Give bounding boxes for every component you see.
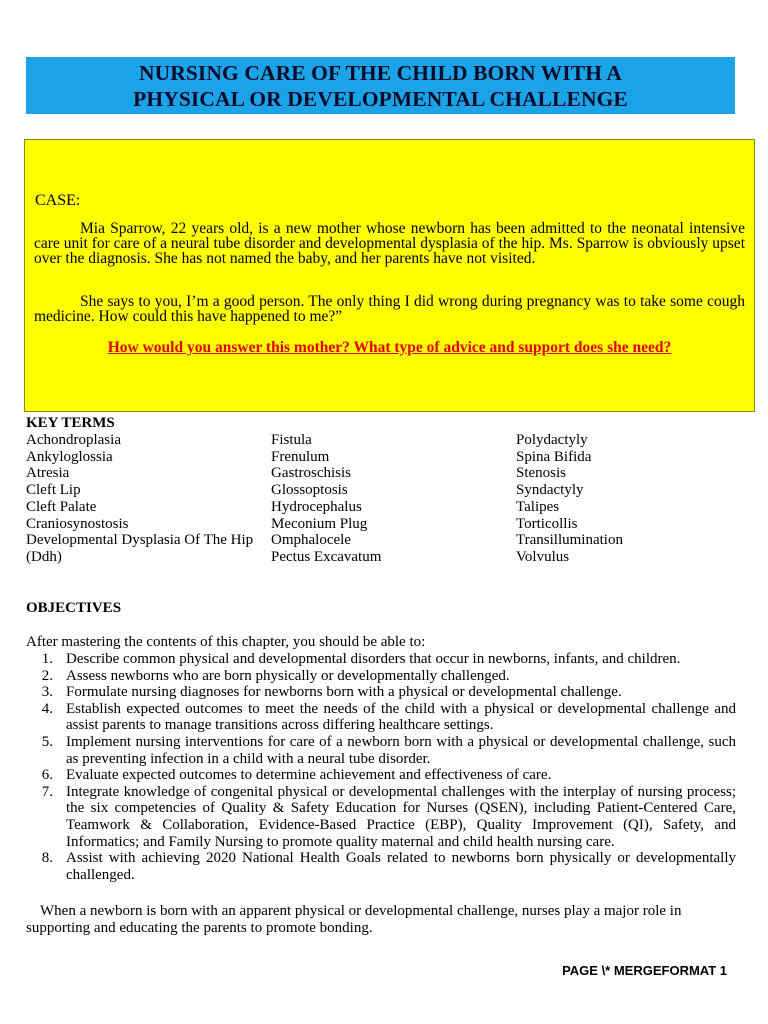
objectives-intro: After mastering the contents of this chapter, you should be able to: [26,634,426,650]
title-line-1: NURSING CARE OF THE CHILD BORN WITH A [139,60,622,85]
case-question: How would you answer this mother? What type of advice and support does she need? [107,339,672,356]
objective-number: 4. [41,700,53,717]
key-term: Pectus Excavatum [271,548,382,565]
objective-text: Integrate knowledge of congenital physical or developmental challenges with the interplay of nursing process; the six competencies of Quality & Safety Education for Nurses (QSEN), including Patient-Centered Care, Teamwork & Collaboration, Evidence-Based Practice (EBP), Quality Improvement (QI), Safety, and Informatics; and Family Nursing to promote quality maternal and child health nursing care. [66,783,736,850]
key-term: Cleft Lip [26,482,81,499]
case-study-box [24,139,755,412]
case-paragraph-1 [34,221,745,266]
objective-number: 6. [41,767,53,784]
case-label: CASE: [35,192,81,209]
key-term: Syndactyly [516,482,584,499]
objective-number: 3. [41,684,53,701]
key-term: Omphalocele [271,532,351,549]
key-term: Glossoptosis [271,482,348,499]
document-title [133,60,628,112]
key-term: Transillumination [516,532,623,549]
objective-item [26,701,736,734]
objective-number: 5. [41,733,53,750]
key-term: Gastroschisis [271,465,351,482]
key-term: Polydactyly [516,432,588,448]
key-term: Spina Bifida [516,448,592,465]
key-term: Volvulus [516,548,570,565]
objective-text: Establish expected outcomes to meet the needs of the child with a physical or developmental challenge and assist parents to manage transitions across differing healthcare settings. [66,700,736,734]
case-paragraph-2 [34,294,745,324]
key-terms-column-1 [26,432,256,566]
objective-text: Describe common physical and developmental disorders that occur in newborns, infants, and children. [66,651,681,667]
key-terms-column-2 [271,432,381,566]
objective-text: Implement nursing interventions for care of a newborn born with a physical or developmental challenge, such as preventing infection in a child with a neural tube disorder. [66,733,736,767]
closing-text: When a newborn is born with an apparent physical or developmental challenge, nurses play a major role in supporting and educating the parents to promote bonding. [26,903,682,936]
key-term: Talipes [516,498,560,515]
key-term: Fistula [271,432,312,448]
key-terms-column-3 [516,432,623,566]
objective-number: 8. [41,850,53,867]
objective-item [26,734,736,767]
objective-item [26,668,736,685]
key-term: Cleft Palate [26,498,97,515]
key-term: Craniosynostosis [26,515,129,532]
title-banner [26,57,735,114]
key-term: Stenosis [516,465,567,482]
key-term: Achondroplasia [26,432,121,448]
key-term: Developmental Dysplasia Of The Hip (Ddh) [26,532,254,565]
key-term: Frenulum [271,448,330,465]
case-paragraph-2-text: She says to you, I’m a good person. The only thing I did wrong during pregnancy was to take some cough medicine. How could this have happened to me?” [34,293,745,325]
objective-item [26,651,736,668]
closing-paragraph [26,903,736,937]
objective-item [26,784,736,850]
objective-text: Assess newborns who are born physically or developmentally challenged. [66,667,510,684]
objective-text: Evaluate expected outcomes to determine achievement and effectiveness of care. [66,767,552,784]
objective-number: 7. [41,783,53,800]
objective-item [26,684,736,701]
key-term: Meconium Plug [271,515,368,532]
objective-number: 2. [41,667,53,684]
key-term: Atresia [26,465,70,482]
case-paragraph-1-text: Mia Sparrow, 22 years old, is a new mother whose newborn has been admitted to the neonatal intensive care unit for care of a neural tube disorder and developmental dysplasia of the hip. Ms. Sparrow is obviously upset over the diagnosis. She has not named the baby, and her parents have not visited. [34,220,745,267]
key-terms-heading: KEY TERMS [26,415,115,431]
page-footer: PAGE \* MERGEFORMAT 1 [562,963,727,978]
key-term: Torticollis [516,515,578,532]
key-term: Hydrocephalus [271,498,362,515]
objectives-list [26,651,736,883]
objective-text: Assist with achieving 2020 National Health Goals related to newborns born physically or developmentally challenged. [66,850,736,883]
title-line-2: PHYSICAL OR DEVELOPMENTAL CHALLENGE [133,86,628,111]
objective-number: 1. [41,651,53,667]
key-term: Ankyloglossia [26,448,113,465]
objective-text: Formulate nursing diagnoses for newborns born with a physical or developmental challenge. [66,684,622,701]
objective-item [26,850,736,883]
objectives-heading: OBJECTIVES [26,600,122,616]
objective-item [26,767,736,784]
